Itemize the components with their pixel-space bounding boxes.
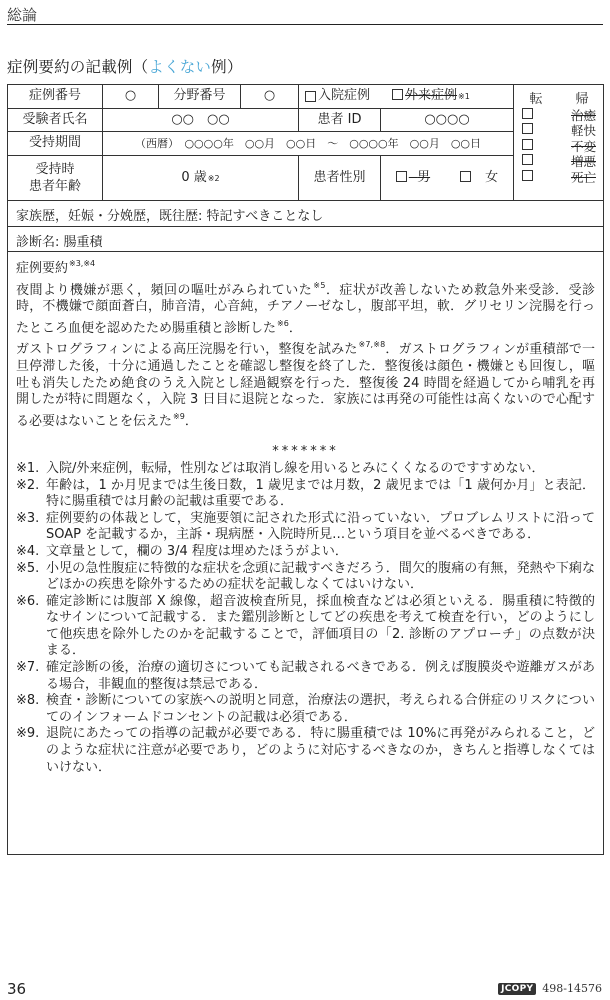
inpatient-checkbox[interactable] — [305, 91, 316, 102]
publication-code: 498-14576 — [542, 982, 602, 995]
sex-male-option — [396, 170, 430, 186]
note-item: ※5. 小児の急性腹症に特徴的な症状を念頭に記載すべきだろう．間欠的腹痛の有無，発熱や下痢などほかの疾患を除外するための症状を記載しなくてはいけない． — [16, 560, 595, 593]
outcome-column — [514, 85, 604, 201]
outpatient-checkbox[interactable] — [392, 89, 403, 100]
note-item: ※1. 入院/外来症例，転帰，性別などは取消し線を用いるとみにくくなるのですすめない． — [16, 460, 545, 476]
age-value-cell — [103, 156, 299, 201]
diagnosis-row: 診断名: 腸重積 — [8, 227, 603, 252]
case-number-label: 症例番号 — [8, 85, 103, 109]
note-item: ※6. 確定診断には腹部 X 線像，超音波検査所見，採血検査などは必須といえる．腸重積に特徴的なサインについて記載する．また鑑別診断としてどの疾患を考えて検査を行い，どのようにして他疾患を除外したのかを記載することで，評価項目の「2. 診断のアプローチ」の点数が決まる． — [16, 593, 595, 659]
period-label: 受持期間 — [8, 132, 103, 156]
female-checkbox[interactable] — [460, 171, 471, 182]
note-item: ※9. 退院にあたっての指導の記載が必要である．特に腸重積では 10%に再発がみられること，どのような症状に注意が必要であり，どのように対応するべきなのか，きちんと指導しなくてはいけない． — [16, 726, 595, 775]
age-note-ref: ※2 — [207, 173, 220, 183]
outcome-worsened-checkbox[interactable] — [522, 154, 533, 165]
case-type-cell — [299, 85, 514, 109]
section-title-suffix: 例） — [211, 58, 243, 76]
note-item: ※8. 検査・診断についての家族への説明と同意，治療法の選択，考えられる合併症のリスクについてのインフォームドコンセントの記載は必須である． — [16, 693, 595, 725]
note-item: ※2. 年齢は，1 か月児までは生後日数，1 歳児までは月数，2 歳児までは「1 歳何か月」と表記．特に腸重積では月齢の記載は重要である． — [16, 477, 595, 510]
note-item: ※4. 文章量として，欄の 3/4 程度は埋めたほうがよい． — [16, 543, 348, 559]
outcome-improved-checkbox[interactable] — [522, 123, 533, 134]
outcome-improved[interactable]: 軽快 — [522, 123, 596, 138]
section-title — [7, 55, 243, 77]
sex-female-option — [460, 170, 498, 186]
patient-id-label: 患者 ID — [299, 109, 381, 132]
summary-heading: 症例要約$^{※3,※4}$ — [16, 259, 96, 276]
outpatient-note-ref: ※1 — [458, 91, 470, 101]
age-label — [8, 156, 103, 201]
page-number: 36 — [7, 980, 27, 998]
age-value: 0 歳 — [181, 170, 207, 186]
outcome-died[interactable]: 死亡 — [522, 170, 596, 185]
case-summary-box — [8, 252, 603, 854]
sex-options — [381, 156, 514, 201]
outpatient-label: 外来症例 — [405, 88, 458, 104]
age-label-line2: 患者年齢 — [28, 178, 81, 194]
footer-copyright — [498, 982, 602, 995]
field-number-value: ○ — [241, 85, 299, 109]
age-label-line1: 受持時 — [35, 162, 75, 178]
outcome-cured[interactable]: 治癒 — [522, 108, 596, 123]
outpatient-option — [392, 88, 457, 104]
summary-paragraph-1: 夜間より機嫌が悪く，頻回の嘔吐がみられていた$^{※5}$．症状が改善しないため救急外来受診．受診時，不機嫌で顔面蒼白，肺音清，心音純，チアノーゼなし，腹部平坦，軟．グリセリン浣腸を行ったところ血便を認めたため腸重積と診断した$^{※6}$． — [16, 280, 595, 336]
outcome-unchanged[interactable]: 不変 — [522, 139, 596, 154]
outcome-title: 転 帰 — [529, 92, 599, 107]
note-item: ※7. 確定診断の後，治療の適切さについても記載されるべきである．例えば腹膜炎や遊離ガスがある場合，非観血的整復は禁忌である． — [16, 660, 595, 692]
section-title-accent: よくない — [148, 58, 212, 76]
separator-stars: ******* — [272, 444, 339, 460]
patient-id-value: ○○○○ — [381, 109, 514, 132]
chapter-divider — [7, 24, 603, 25]
case-summary-form — [7, 84, 604, 855]
summary-paragraph-2: ガストログラフィンによる高圧浣腸を行い，整復を試みた$^{※7,※8}$．ガストログラフィンが重積部で一旦停滞した後，十分に通過したことを確認し整復を終了した．整復後は顔色・機嫌とも回復し，嘔吐も消失したため絶食のうえ入院とし経過観察を行った．整復後 24 時間を経過してから哺乳を再開したが特に問題なく，入院 3 日目に退院となった．家族には再発の可能性は高くないので心配する必要はないことを伝えた$^{※9}$． — [16, 340, 595, 429]
sex-label: 患者性別 — [299, 156, 381, 201]
outcome-died-checkbox[interactable] — [522, 170, 533, 181]
section-title-prefix: 症例要約の記載例（ — [7, 58, 149, 76]
outcome-worsened[interactable]: 増悪 — [522, 154, 596, 169]
outcome-unchanged-checkbox[interactable] — [522, 139, 533, 150]
form-header-grid — [8, 85, 603, 201]
note-item: ※3. 症例要約の体裁として，実施要領に記された形式に沿っていない．プロブレムリストに沿って SOAP を記載するか，主訴・現病歴・入院時所見…という項目を並べるべきである． — [16, 510, 595, 543]
inpatient-label: 入院症例 — [318, 88, 371, 104]
period-value: （西暦） ○○○○年 ○○月 ○○日 ～ ○○○○年 ○○月 ○○日 — [103, 132, 514, 156]
summary-heading-note: ※3,※4 — [69, 259, 96, 268]
chapter-title: 総論 — [7, 6, 38, 24]
examinee-name-label: 受験者氏名 — [8, 109, 103, 132]
jcopy-badge-icon: JCOPY — [498, 983, 536, 995]
case-number-value: ○ — [103, 85, 159, 109]
history-row: 家族歴，妊娠・分娩歴，既往歴: 特記すべきことなし — [8, 201, 603, 227]
male-label: 男 — [417, 170, 431, 186]
male-checkbox[interactable] — [396, 171, 407, 182]
examinee-name-value: ○○ ○○ — [103, 109, 299, 132]
female-label: 女 — [485, 170, 499, 186]
outcome-cured-checkbox[interactable] — [522, 108, 533, 119]
field-number-label: 分野番号 — [159, 85, 241, 109]
